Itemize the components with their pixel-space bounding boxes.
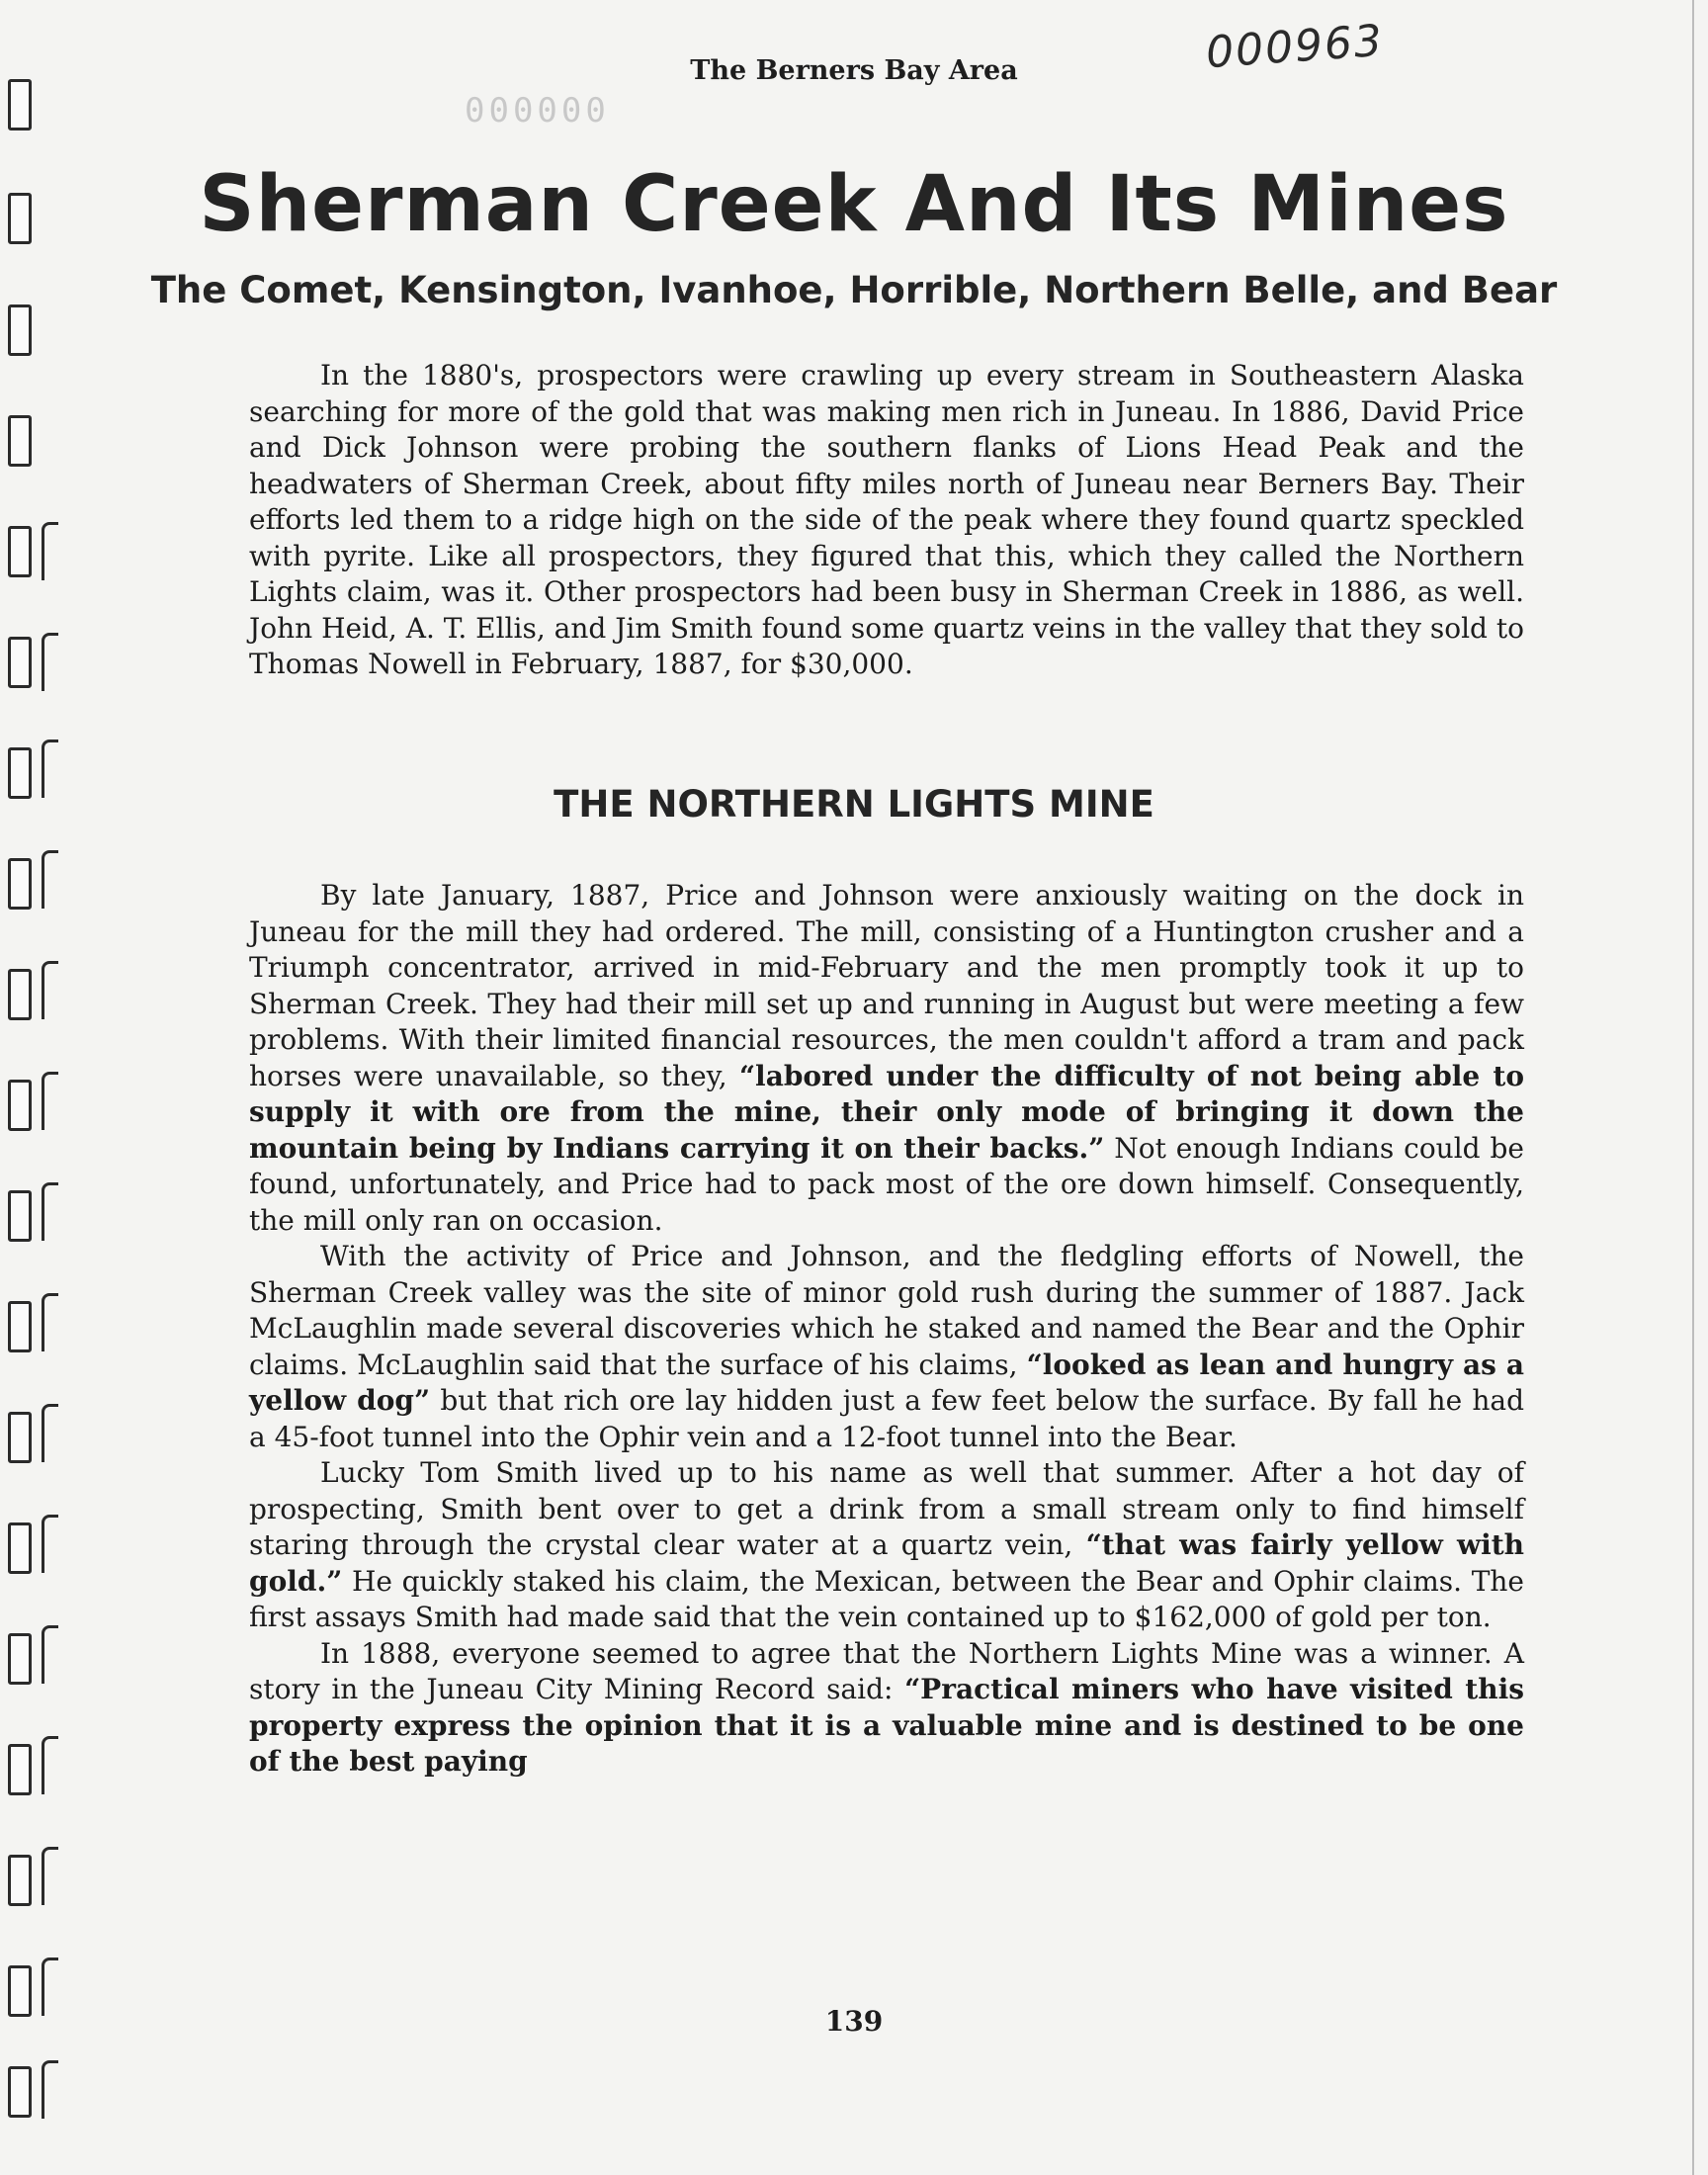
page-edge-shadow: [1692, 0, 1694, 2175]
intro-paragraph: In the 1880's, prospectors were crawling up every stream in Southeastern Alaska searching for more of the gold that was making men rich in Juneau. In 1886, David Price and Dick Johnson were probing the southern flanks of Lions Head Peak and the headwaters of Sherman Creek, about fifty miles north of Juneau near Berners Bay. Their efforts led them to a ridge high on the side of the peak where they found quartz speckled with pyrite. Like all prospectors, they figured that this, which they called the Northern Lights claim, was it. Other prospectors had been busy in Sherman Creek in 1886, as well. John Heid, A. T. Ellis, and Jim Smith found some quartz veins in the valley that they sold to Thomas Nowell in February, 1887, for $30,000.: [249, 359, 1524, 680]
binding-coil: [42, 633, 58, 691]
paragraph-3-text: Lucky Tom Smith lived up to his name as well that summer. After a hot day of prospecting, Smith bent over to get a drink from a small stream only to find himself staring through the crystal clear water at a quartz vein,: [249, 1456, 1524, 1561]
binding-hole: [8, 415, 32, 467]
binding-coil: [42, 1625, 58, 1684]
binding-hole: [8, 526, 32, 577]
paragraph-2-quote: “looked as lean and hungry as a yellow dog”: [249, 1348, 1525, 1417]
binding-coil: [42, 1182, 58, 1241]
intro-section: [249, 358, 1524, 683]
spiral-binding: [0, 59, 89, 2135]
binding-hole: [8, 2066, 32, 2118]
paragraph-2-text: With the activity of Price and Johnson, and the fledgling efforts of Nowell, the Sherman Creek valley was the site of minor gold rush during the summer of 1887. Jack McLaughlin made several discoveries which he staked and named the Bear and the Ophir claims. McLaughlin said that the surface of his claims,: [249, 1240, 1524, 1381]
paragraph-1-text-end: Not enough Indians could be found, unfortunately, and Price had to pack most of the ore down himself. Consequently, the mill only ran on occasion.: [249, 1131, 1525, 1237]
paragraph-3-quote: “that was fairly yellow with gold.”: [249, 1528, 1525, 1598]
binding-hole: [8, 1301, 32, 1352]
body-section: [249, 878, 1524, 1781]
paragraph-2-text-end: but that rich ore lay hidden just a few feet below the surface. By fall he had a 45-foot tunnel into the Ophir vein and a 12-foot tunnel into the Bear.: [249, 1384, 1524, 1453]
binding-coil: [42, 1847, 58, 1905]
binding-coil: [42, 1293, 58, 1351]
paragraph-4-text: In 1888, everyone seemed to agree that the Northern Lights Mine was a winner. A story in the Juneau City Mining Record said:: [249, 1636, 1524, 1705]
binding-coil: [42, 1072, 58, 1130]
binding-hole: [8, 969, 32, 1020]
binding-hole: [8, 637, 32, 688]
binding-hole: [8, 858, 32, 910]
page-number: 139: [824, 2005, 884, 2038]
binding-hole: [8, 1744, 32, 1795]
binding-coil: [42, 1404, 58, 1462]
binding-coil: [42, 522, 58, 580]
paragraph-1: [249, 878, 1524, 1239]
running-header: The Berners Bay Area: [690, 55, 1018, 86]
binding-coil: [42, 961, 58, 1019]
binding-hole: [8, 79, 32, 130]
binding-coil: [42, 850, 58, 909]
paragraph-2: [249, 1239, 1524, 1455]
binding-coil: [42, 1515, 58, 1573]
binding-hole: [8, 1633, 32, 1685]
paragraph-4: [249, 1636, 1524, 1781]
page-subtitle: The Comet, Kensington, Ivanhoe, Horrible, Northern Belle, and Bear: [150, 269, 1558, 311]
paragraph-3-text-end: He quickly staked his claim, the Mexican, between the Bear and Ophir claims. The first assays Smith had made said that the vein contained up to $162,000 of gold per ton.: [249, 1564, 1524, 1633]
section-heading: THE NORTHERN LIGHTS MINE: [554, 783, 1154, 826]
binding-hole: [8, 1412, 32, 1463]
binding-coil: [42, 2060, 58, 2119]
page-title: Sherman Creek And Its Mines: [199, 160, 1509, 249]
faded-bleedthrough-number: 000000: [465, 91, 610, 130]
paragraph-4-quote: “Practical miners who have visited this property express the opinion that it is a valuable mine and is destined to be one of the best paying: [249, 1673, 1524, 1778]
binding-hole: [8, 304, 32, 356]
paragraph-3: [249, 1455, 1524, 1636]
paragraph-1-text: By late January, 1887, Price and Johnson were anxiously waiting on the dock in Juneau for the mill they had ordered. The mill, consisting of a Huntington crusher and a Triumph concentrator, arrived in mid-February and the men promptly took it up to Sherman Creek. They had their mill set up and running in August but were meeting a few problems. With their limited financial resources, the men couldn't afford a tram and pack horses were unavailable, so they,: [249, 879, 1524, 1092]
binding-hole: [8, 1080, 32, 1131]
handwritten-document-number: 000963: [1204, 15, 1386, 79]
binding-coil: [42, 1736, 58, 1794]
binding-hole: [8, 1522, 32, 1574]
paragraph-1-quote: “labored under the difficulty of not being able to supply it with ore from the mine, their only mode of bringing it down the mountain being by Indians carrying it on their backs.”: [249, 1059, 1524, 1165]
binding-hole: [8, 1855, 32, 1906]
binding-hole: [8, 1190, 32, 1242]
